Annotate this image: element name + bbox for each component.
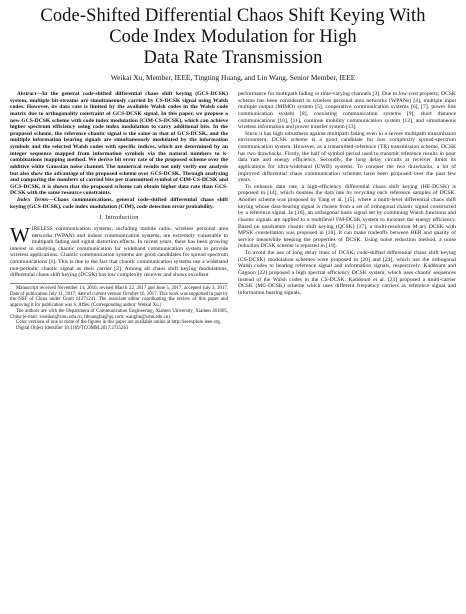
paper-title <box>10 6 456 69</box>
right-paragraph-1: performance for multipath fading or time-varying channels [3]. Due to low-cost property, DCSK scheme has been considered in wireless personal area networks (WPANs) [4], multiple input multiple output (MIMO) system [5], cooperative communication systems [6], [7], power line communication system [8], coexisting communication systems [9], short distance communications [10], [11], continue mobility communication system [12], and simultaneous wireless information and power transfer system [13]. <box>238 91 456 131</box>
right-paragraph-3: To enhance data rate, a high-efficiency differential chaos shift keying (HE-DCSK) is proposed in [14], which doubles the data rate by recycling each reference samples of DCSK. Another scheme was proposed by Yang et al. [15], where a multi-level differential chaos shift keying whose data-bearing signal is chosen from a set of orthogonal chaotic signal constructed by a reference signal. In [16], an orthogonal basis signal set by combining Walsh functions and chaotic signals are applied to a multilevel FM-DCSK system to increase the energy efficiency. Based on quadrature chaotic shift keying (QCSK) [17], a multi-resolution M-ary DCSK with MPSK constellation was proposed in [18]. It can make tradeoffs between BER and quality of service meanwhile keeping the properties of DCSK. Using noise reduction method, a noise reduction DCSK scheme is reported in [19]. <box>238 183 456 250</box>
abstract-label: Abstract <box>17 91 37 97</box>
footnote-doi: Digital Object Identifier 10.1109/TCOMM.2017.2725261 <box>16 326 129 332</box>
footnote-affiliation: The authors are with the Department of Communication Engineering, Xiamen University, Xiamen 361005, China (e-mail: xweikai@xmu.edu.cn; tthuangfra@qq.com; wanglin@xmu.edu.cn). <box>10 308 228 320</box>
index-terms-text: —Chaos communications, general code-shifted differential chaos shift keying (GCS-DCSK), code index modulation (CIM), code detection error probability. <box>10 197 228 210</box>
two-column-body <box>10 91 456 332</box>
abstract <box>10 91 228 197</box>
right-column <box>238 91 456 332</box>
index-terms-label: Index Terms <box>17 197 49 203</box>
title-line-3: Data Rate Transmission <box>143 48 323 68</box>
drop-cap: W <box>10 222 30 247</box>
author-list: Weikai Xu, Member, IEEE, Tingting Huang, and Lin Wang, Senior Member, IEEE <box>110 73 356 82</box>
title-line-2: Code Index Modulation for High <box>109 27 357 47</box>
right-paragraph-4: To avoid the use of long delay lines of DCSK, code-shifted differential chaos shift keying (CS-DCSK) modulation schemes were proposed in [20] and [21], which use the orthogonal Walsh codes to bearing reference signal and information signals, respectively. Kaddoum and Gagnon [22] proposed a high spectral efficiency DCSK system, which uses chaotic sequences instead of the Walsh codes in the CS-DCSK. Kaddoum et al. [23] proposed a multi-carrier DCSK (MC-DCSK) scheme which uses different frequency carriers as reference signal and information bearing signals, <box>238 250 456 296</box>
abstract-text: —In the general code-shifted differential chaos shift keying (GCS-DCSK) system, multiple bit-streams are simultaneously carried by CS-DCSK signal using Walsh codes. However, its data rate is limited by the available Walsh codes in the Walsh code matrix due to orthogonality constraint of GCS-DCSK signal. In this paper, we propose a new GCS-DCSK scheme with code index modulation (CIM-CS-DCSK), which can achieve higher spectrum efficiency using code index modulation to carry additional bits. In the proposed scheme, the reference chaotic signal is the same as that of GCS-DCSK, and the multiple information bearing signals are simultaneously modulated by the information symbols and the selected Walsh codes with specific indices, which are determined by an integer sequence mapped from information symbols via the natural numbers to k-combinations mapping method. We derive bit error rate of the proposed scheme over the additive white Gaussian noise channel. The numerical results not only verify our analysis but also show the advantage of the proposed scheme over GCS-DCSK. Through analyzing and comparing the numbers of carried bits per transmitted symbol of CIM-CS-DCSK and GCS-DCSK, it is shown that the proposed scheme can obtain higher data rate than GCS-DCSK with the same resource constraints. <box>10 91 228 197</box>
footnote-manuscript: Manuscript received November 14, 2016; revised March 22, 2017 and June 5, 2017; accepted July 3, 2017. Date of publication July 11, 2017; date of current version October 16, 2017. This work was supported in part by the NSF of China under Grant 61271241. The associate editor coordinating the review of this paper and approving it for publication was S. Affes. (Corresponding author: Weikai Xu.) <box>10 285 228 309</box>
left-column <box>10 91 228 332</box>
intro-paragraph <box>10 222 228 279</box>
right-paragraph-2: Since it has high robustness against multipath fading even in a severe multipath transmission environment, DCSK scheme is a good candidate for low complexity spread-spectrum communication system. However, as a transmitted-reference (TR) transmission scheme, DCSK has two drawbacks. Firstly, the half of symbol period used to transmit reference results in poor data rate and energy efficiency. Secondly, the long delay circuits at receiver limits its applications for ultra-wideband (UWB) systems. To conquer the two drawbacks, a lot of improved differential chaos communication schemes have been proposed over the past few years. <box>238 130 456 184</box>
section-heading-introduction: I. Introduction <box>99 215 139 222</box>
index-terms <box>10 197 228 210</box>
footnote-color: Color versions of one or more of the figures in this paper are available online at http://ieeexplore.ieee.org. <box>16 320 222 326</box>
title-line-1: Code-Shifted Differential Chaos Shift Keying With <box>40 6 426 26</box>
intro-text: communication systems, including mobile radio, wireless personal area networks (WPAN) and indoor communication systems, are extremely vulnerable to multipath fading and signal distortion effects. In recent years, there has been growing interest in studying chaotic communication for wideband communication system to provide wireless applications. Chaotic communication systems are good candidates for spread spectrum communications [1]. This is due to the fact that chaotic communication systems use a wideband non-periodic chaotic signal as their carrier [2]. Among all chaos shift keying modulations, differential chaos shift keying (DCSK) has low complexity receiver and shows excellent <box>10 225 228 279</box>
intro-lead-word: IRELESS <box>31 225 53 232</box>
footnotes <box>10 283 228 332</box>
